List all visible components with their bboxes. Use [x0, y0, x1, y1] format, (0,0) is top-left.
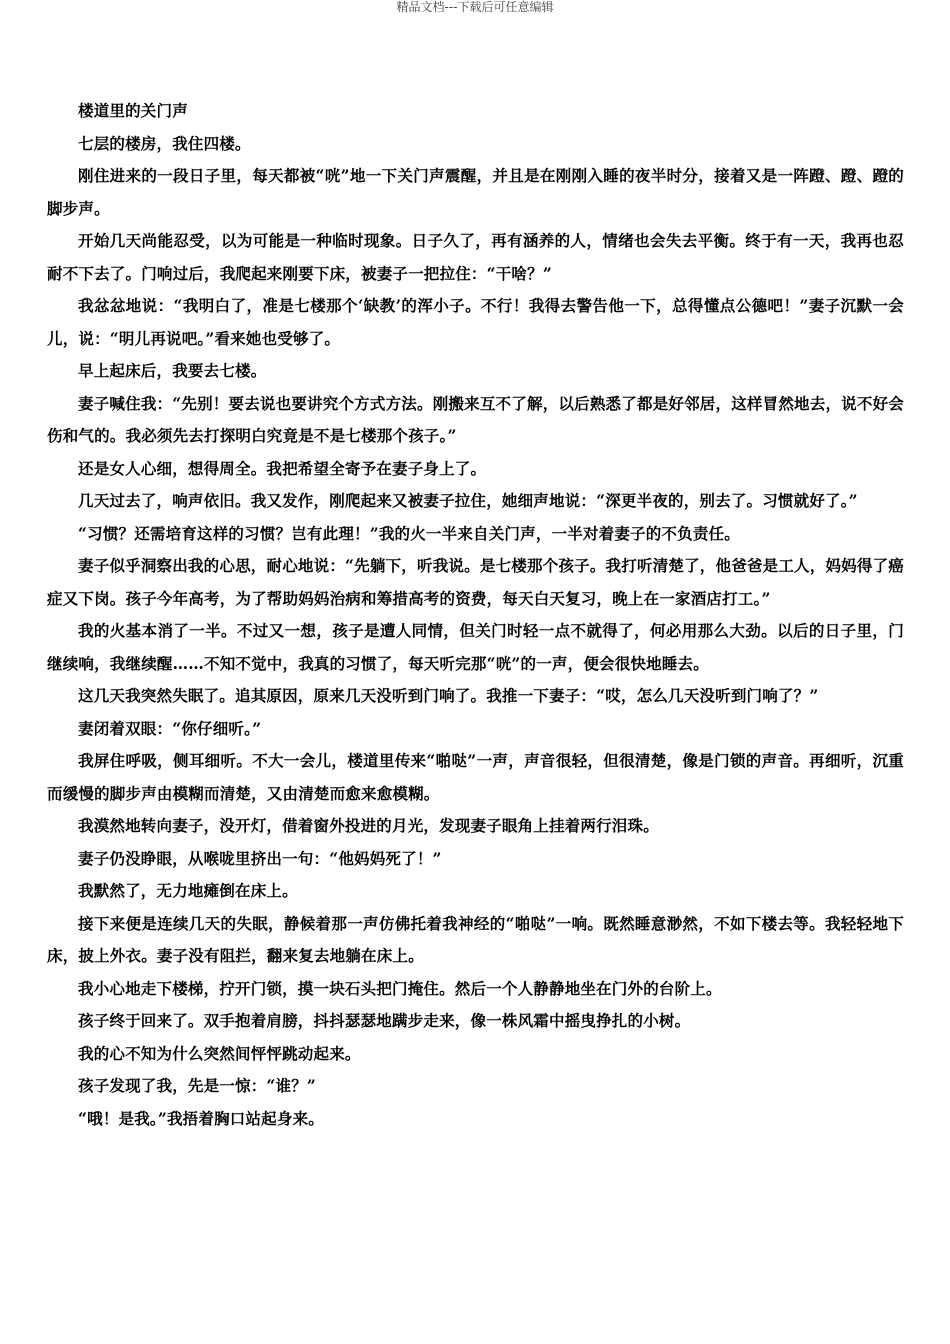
- paragraph: 刚住进来的一段日子里，每天都被“咣”地一下关门声震醒，并且是在刚刚入睡的夜半时分，接着又是一阵蹬、蹬、蹬的脚步声。: [47, 166, 904, 218]
- paragraph: 早上起床后，我要去七楼。: [78, 361, 267, 380]
- paragraph: 妻闭着双眼：“你仔细听。”: [78, 718, 262, 738]
- paragraph: 这几天我突然失眠了。追其原因，原来几天没听到门响了。我推一下妻子：“哎，怎么几天没听到门响了？”: [78, 686, 819, 705]
- article-title: 楼道里的关门声: [78, 101, 188, 120]
- paragraph: 还是女人心细，想得周全。我把希望全寄予在妻子身上了。: [78, 458, 487, 478]
- paragraph: 我的心不知为什么突然间怦怦跳动起来。: [78, 1043, 361, 1063]
- paragraph: 孩子发现了我，先是一惊：“谁？”: [78, 1076, 317, 1095]
- page-header: 精品文档---下载后可任意编辑: [396, 0, 554, 14]
- paragraph: 开始几天尚能忍受，以为可能是一种临时现象。日子久了，再有涵养的人，情绪也会失去平衡。终于有一天，我再也忍耐不下去了。门响过后，我爬起来刚要下床，被妻子一把拉住：“干啥？”: [47, 231, 904, 283]
- article-body: [47, 95, 904, 1135]
- paragraph: 接下来便是连续几天的失眠，静候着那一声仿佛托着我神经的“啪哒”一响。既然睡意渺然，不如下楼去等。我轻轻地下床，披上外衣。妻子没有阻拦，翻来复去地躺在床上。: [47, 913, 904, 965]
- paragraph: “习惯？还需培育这样的习惯？岂有此理！”我的火一半来自关门声，一半对着妻子的不负责任。: [78, 523, 740, 543]
- paragraph: 七层的楼房，我住四楼。: [78, 133, 251, 153]
- paragraph: 妻子似乎洞察出我的心思，耐心地说：“先躺下，听我说。是七楼那个孩子。我打听清楚了，他爸爸是工人，妈妈得了癌症又下岗。孩子今年高考，为了帮助妈妈治病和筹措高考的资费，每天白天复习，晚上在一家酒店打工。”: [47, 556, 904, 608]
- paragraph: 我漠然地转向妻子，没开灯，借着窗外投进的月光，发现妻子眼角上挂着两行泪珠。: [78, 816, 659, 835]
- paragraph: 我屏住呼吸，侧耳细听。不大一会儿，楼道里传来“啪哒”一声，声音很轻，但很清楚，像是门锁的声音。再细听，沉重而缓慢的脚步声由模糊而清楚，又由清楚而愈来愈模糊。: [47, 751, 904, 803]
- paragraph: 几天过去了，响声依旧。我又发作，刚爬起来又被妻子拉住，她细声地说：“深更半夜的，别去了。习惯就好了。”: [78, 491, 858, 510]
- paragraph: 妻子仍没睁眼，从喉咙里挤出一句：“他妈妈死了！”: [78, 848, 442, 868]
- paragraph: 妻子喊住我：“先别！要去说也要讲究个方式方法。刚搬来互不了解，以后熟悉了都是好邻居，这样冒然地去，说不好会伤和气的。我必须先去打探明白究竟是不是七楼那个孩子。”: [47, 393, 904, 445]
- paragraph: 孩子终于回来了。双手抱着肩膀，抖抖瑟瑟地蹒步走来，像一株风霜中摇曳挣扎的小树。: [78, 1011, 691, 1030]
- paragraph: 我忿忿地说：“我明白了，准是七楼那个‘缺教’的浑小子。不行！我得去警告他一下，总得懂点公德吧！”妻子沉默一会儿，说：“明儿再说吧。”看来她也受够了。: [47, 296, 904, 348]
- paragraph: 我小心地走下楼梯，拧开门锁，摸一块石头把门掩住。然后一个人静静地坐在门外的台阶上。: [78, 978, 722, 998]
- paragraph: 我默然了，无力地瘫倒在床上。: [78, 881, 298, 900]
- paragraph: “哦！是我。”我捂着胸口站起身来。: [78, 1108, 324, 1128]
- paragraph: 我的火基本消了一半。不过又一想，孩子是遭人同情，但关门时轻一点不就得了，何必用那么大劲。以后的日子里，门继续响，我继续醒……不知不觉中，我真的习惯了，每天听完那“咣”的一声，便会很快地睡去。: [47, 621, 904, 673]
